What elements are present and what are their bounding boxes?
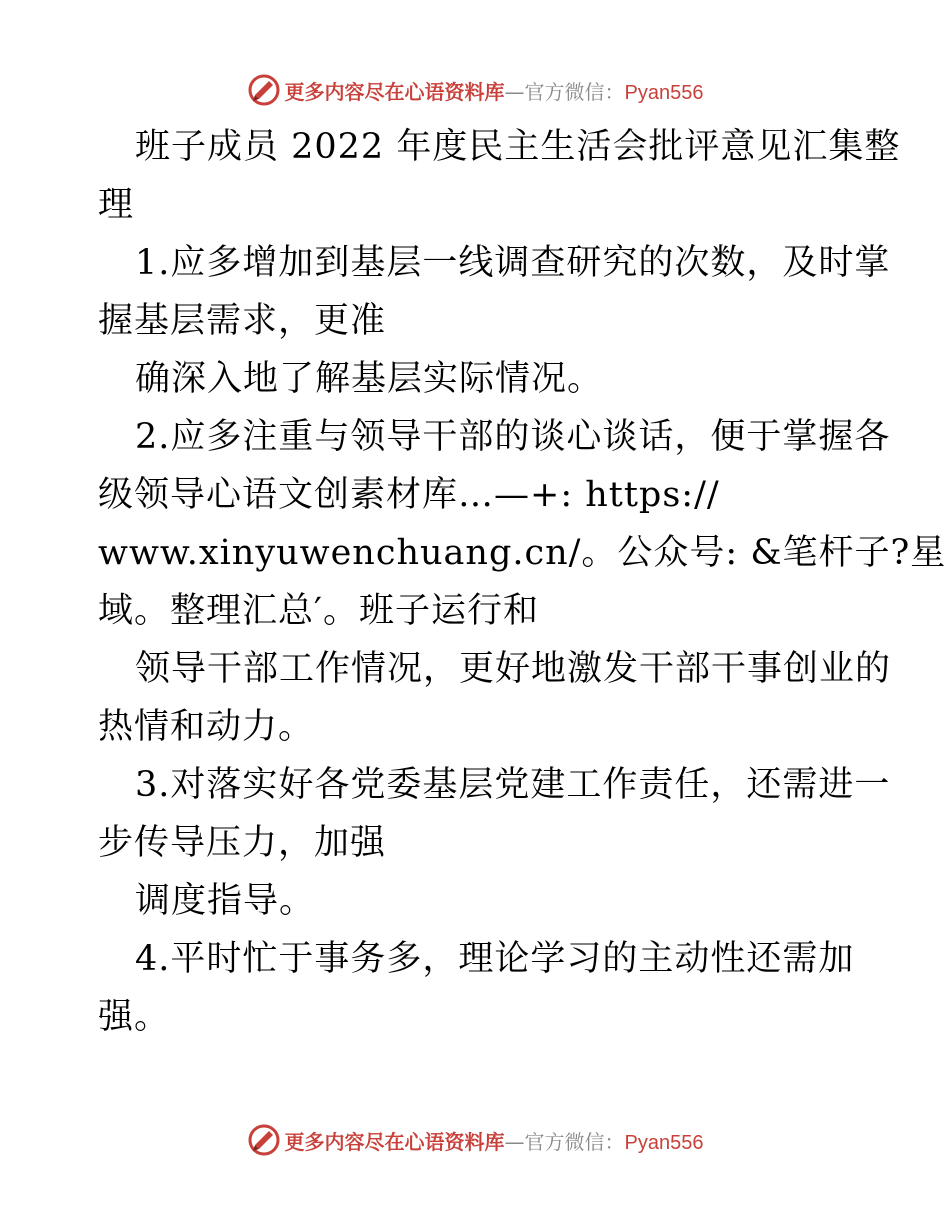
doc-line: 4.平时忙于事务多，理论学习的主动性还需加 <box>135 939 855 979</box>
doc-line: 1.应多增加到基层一线调查研究的次数，及时掌 <box>135 243 891 283</box>
document-body <box>98 118 947 1046</box>
banner-wechat-id: Pyan556 <box>624 81 704 104</box>
banner-wechat-label: —官方微信： <box>504 1129 625 1154</box>
doc-line: 步传导压力，加强 <box>98 823 387 863</box>
doc-line: 2.应多注重与领导干部的谈心谈话，便于掌握各 <box>135 417 891 457</box>
banner-site-name: 更多内容尽在心语资料库 <box>284 1129 505 1154</box>
header-banner <box>0 70 950 110</box>
doc-line: 域。整理汇总′。班子运行和 <box>98 591 539 631</box>
banner-wechat-id: Pyan556 <box>624 1131 704 1154</box>
doc-line: 热情和动力。 <box>98 707 315 747</box>
doc-line: 3.对落实好各党委基层党建工作责任，还需进一 <box>135 765 891 805</box>
doc-title-line-1: 班子成员 2022 年度民主生活会批评意见汇集整 <box>135 127 901 167</box>
pen-logo-icon <box>247 73 281 107</box>
banner-wechat-label: —官方微信： <box>504 79 625 104</box>
doc-line: 领导干部工作情况，更好地激发干部干事创业的 <box>135 649 892 689</box>
banner-site-name: 更多内容尽在心语资料库 <box>284 79 505 104</box>
doc-line: 确深入地了解基层实际情况。 <box>135 359 604 399</box>
doc-title-line-2: 理 <box>98 185 135 225</box>
banner-text <box>285 76 704 105</box>
doc-line: 强。 <box>98 997 171 1037</box>
doc-line: 握基层需求，更准 <box>98 301 387 341</box>
footer-banner <box>0 1120 950 1160</box>
pen-logo-icon <box>247 1123 281 1157</box>
doc-line: www.xinyuwenchuang.cn/。公众号: &笔杆子?星 <box>98 533 947 573</box>
banner-text <box>285 1126 704 1155</box>
doc-line: 级领导心语文创素材库…—+: https:// <box>98 475 720 515</box>
doc-line: 调度指导。 <box>135 881 316 921</box>
